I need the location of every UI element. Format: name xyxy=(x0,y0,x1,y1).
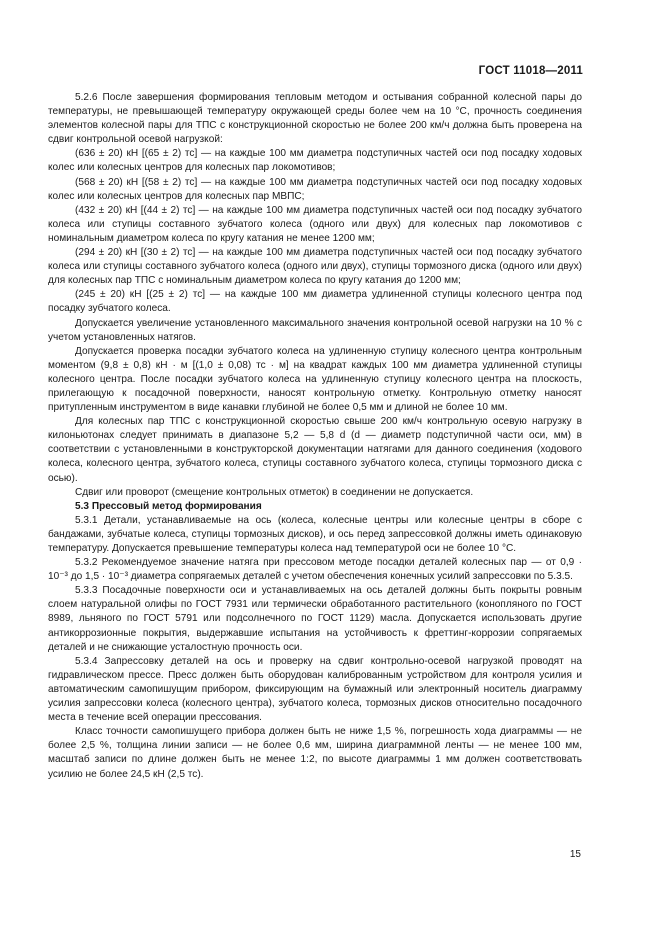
paragraph: 5.3.1 Детали, устанавливаемые на ось (колеса, колесные центры или колесные центры в сборе с бандажами, зубчатые колеса, ступицы тормозных дисков), и ось перед запрессовкой должны иметь одинаковую температуру. Допускается превышение температуры колеса над температурой оси не более 10 °С. xyxy=(48,514,582,554)
paragraph: (636 ± 20) кН [(65 ± 2) тс] — на каждые 100 мм диаметра подступичных частей оси под посадку ходовых колес или колесных центров для колесных пар локомотивов; xyxy=(48,148,582,174)
document-code: ГОСТ 11018—2011 xyxy=(478,65,583,77)
paragraph: Для колесных пар ТПС с конструкционной скоростью свыше 200 км/ч контрольную осевую нагрузку в килоньютонах следует принимать в диапазоне 5,2 — 5,8 d (d — диаметр подступичной части оси, мм) в соответствии с установленными в конструкторской документации натягами для данного соединения (ходового колеса, колесного центра, зубчатого колеса, ступицы составного зубчатого колеса, ступицы тормозного диска с осью). xyxy=(48,416,582,484)
subsection-heading: 5.3 Прессовый метод формирования xyxy=(75,500,262,512)
document-body xyxy=(48,91,582,782)
paragraph: (245 ± 20) кН [(25 ± 2) тс] — на каждые 100 мм диаметра удлиненной ступицы колесного центра под посадку зубчатого колеса. xyxy=(48,289,582,315)
paragraph: Сдвиг или проворот (смещение контрольных отметок) в соединении не допускается. xyxy=(75,486,474,498)
paragraph: 5.3.4 Запрессовку деталей на ось и проверку на сдвиг контрольно-осевой нагрузкой проводят на гидравлическом прессе. Пресс должен быть оборудован калиброванным устройством для контроля усилия и автоматическим самопишущим прибором, фиксирующим на бумажный или электронный носитель диаграмму усилия запрессовки колеса (колесного центра), зубчатого колеса, тормозных дисков относительно посадочного места в течение всей операции прессования. xyxy=(48,655,582,724)
paragraph: Допускается увеличение установленного максимального значения контрольной осевой нагрузки на 10 % с учетом установленных натягов. xyxy=(48,317,582,343)
paragraph: (294 ± 20) кН [(30 ± 2) тс] — на каждые 100 мм диаметра подступичных частей оси под посадку зубчатого колеса или ступицы составного зубчатого колеса (одного или двух), ступицы тормозного диска (одного или двух) для колесных пар ТПС с номинальным диаметром колеса по кругу катания до 1200 мм; xyxy=(48,247,582,287)
paragraph: 5.2.6 После завершения формирования тепловым методом и остывания собранной колесной пары до температуры, не превышающей температуру окружающей среды более чем на 10 °C, прочность соединения элементов колесной пары для ТПС с конструкционной скоростью не более 200 км/ч должна быть проверена на сдвиг контрольной осевой нагрузкой: xyxy=(48,92,582,146)
paragraph: Допускается проверка посадки зубчатого колеса на удлиненную ступицу колесного центра контрольным моментом (9,8 ± 0,8) кН · м [(1,0 ± 0,08) тс · м] на квадрат каждых 100 мм диаметра удлиненной ступицы колесного центра. После посадки зубчатого колеса на удлиненную ступицу колесного центра на плоскость, прилегающую к посадочной поверхности, наносят контрольную отметку. Контрольную отметку наносят притупленным инструментом в виде канавки глубиной не более 0,5 мм и длиной не более 10 мм. xyxy=(48,345,582,414)
page-number: 15 xyxy=(569,849,581,860)
paragraph: 5.3.3 Посадочные поверхности оси и устанавливаемых на ось деталей должны быть покрыты ровным слоем натуральной олифы по ГОСТ 7931 или термически обработанного растительного (конопляного по ГОСТ 8989, льняного по ГОСТ 5791 или подсолнечного по ГОСТ 1129) масла. Допускается использовать другие антикоррозионные покрытия, выдержавшие испытания на устойчивость к фреттинг-коррозии сопрягаемых деталей и не снижающие усталостную прочность оси. xyxy=(48,585,582,653)
paragraph: 5.3.2 Рекомендуемое значение натяга при прессовом методе посадки деталей колесных пар — от 0,9 · 10⁻³ до 1,5 · 10⁻³ диаметра сопрягаемых деталей с учетом обеспечения конечных усилий запрессовки по 5.3.5. xyxy=(48,557,582,583)
paragraph: (432 ± 20) кН [(44 ± 2) тс] — на каждые 100 мм диаметра подступичных частей оси под посадку зубчатого колеса или ступицы составного зубчатого колеса (одного или двух) для колесных пар локомотивов с номинальным диаметром колеса по кругу катания не менее 1200 мм; xyxy=(48,204,582,244)
paragraph: Класс точности самопишущего прибора должен быть не ниже 1,5 %, погрешность хода диаграммы — не более 2,5 %, толщина линии записи — не более 0,6 мм, ширина диаграммной ленты — не менее 100 мм, масштаб записи по длине должен быть не менее 1:2, по высоте диаграммы 1 мм должен соответствовать усилию не более 24,5 кН (2,5 тс). xyxy=(48,726,582,780)
paragraph: (568 ± 20) кН [(58 ± 2) тс] — на каждые 100 мм диаметра подступичных частей оси под посадку ходовых колес или колесных центров для колесных пар МВПС; xyxy=(48,176,582,202)
